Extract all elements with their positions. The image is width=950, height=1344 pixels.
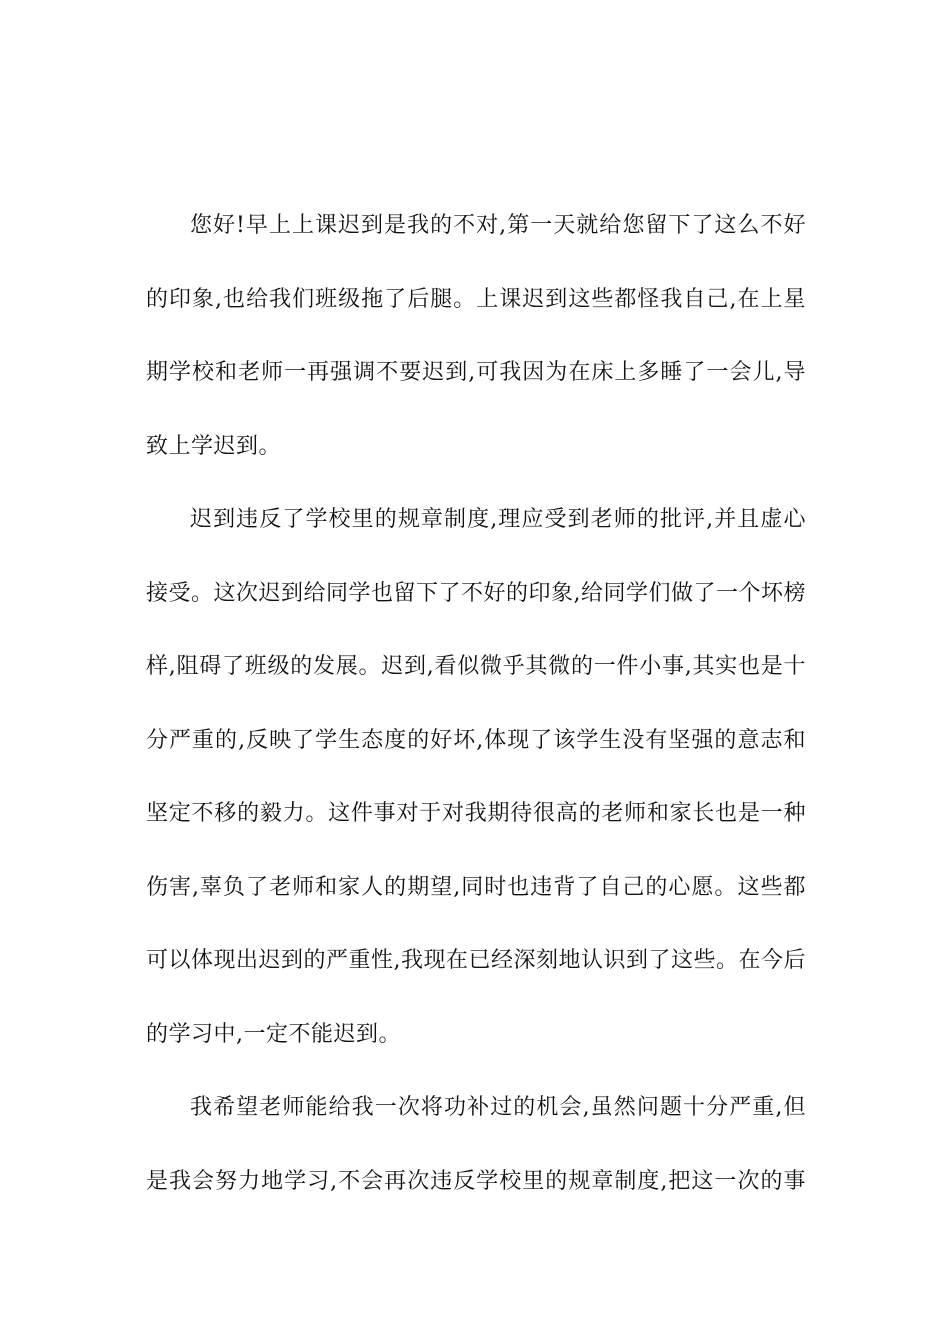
paragraph-line: 的印象,也给我们班级拖了后腿。上课迟到这些都怪我自己,在上星 <box>146 286 806 312</box>
paragraph-line: 是我会努力地学习,不会再次违反学校里的规章制度,把这一次的事 <box>146 1168 806 1194</box>
paragraph-line: 样,阻碍了班级的发展。迟到,看似微乎其微的一件小事,其实也是十 <box>146 654 806 679</box>
paragraph-line: 坚定不移的毅力。这件事对于对我期待很高的老师和家长也是一种 <box>146 801 806 826</box>
paragraph-2 <box>146 498 806 1086</box>
paragraph-line: 接受。这次迟到给同学也留下了不好的印象,给同学们做了一个坏榜 <box>146 580 806 606</box>
paragraph-line: 的学习中,一定不能迟到。 <box>146 1021 401 1047</box>
paragraph-line: 伤害,辜负了老师和家人的期望,同时也违背了自己的心愿。这些都 <box>146 874 806 900</box>
paragraph-line: 迟到违反了学校里的规章制度,理应受到老师的批评,并且虚心 <box>190 507 806 532</box>
paragraph-line: 期学校和老师一再强调不要迟到,可我因为在床上多睡了一会儿,导 <box>146 360 806 385</box>
paragraph-line: 我希望老师能给我一次将功补过的机会,虽然问题十分严重,但 <box>190 1095 806 1120</box>
paragraph-3 <box>146 1086 806 1233</box>
paragraph-line: 分严重的,反映了学生态度的好坏,体现了该学生没有坚强的意志和 <box>146 727 806 753</box>
letter-body <box>146 204 806 1233</box>
paragraph-line: 您好!早上上课迟到是我的不对,第一天就给您留下了这么不好 <box>190 213 806 238</box>
paragraph-line: 致上学迟到。 <box>146 433 282 459</box>
paragraph-1 <box>146 204 806 498</box>
paragraph-line: 可以体现出迟到的严重性,我现在已经深刻地认识到了这些。在今后 <box>146 948 806 973</box>
